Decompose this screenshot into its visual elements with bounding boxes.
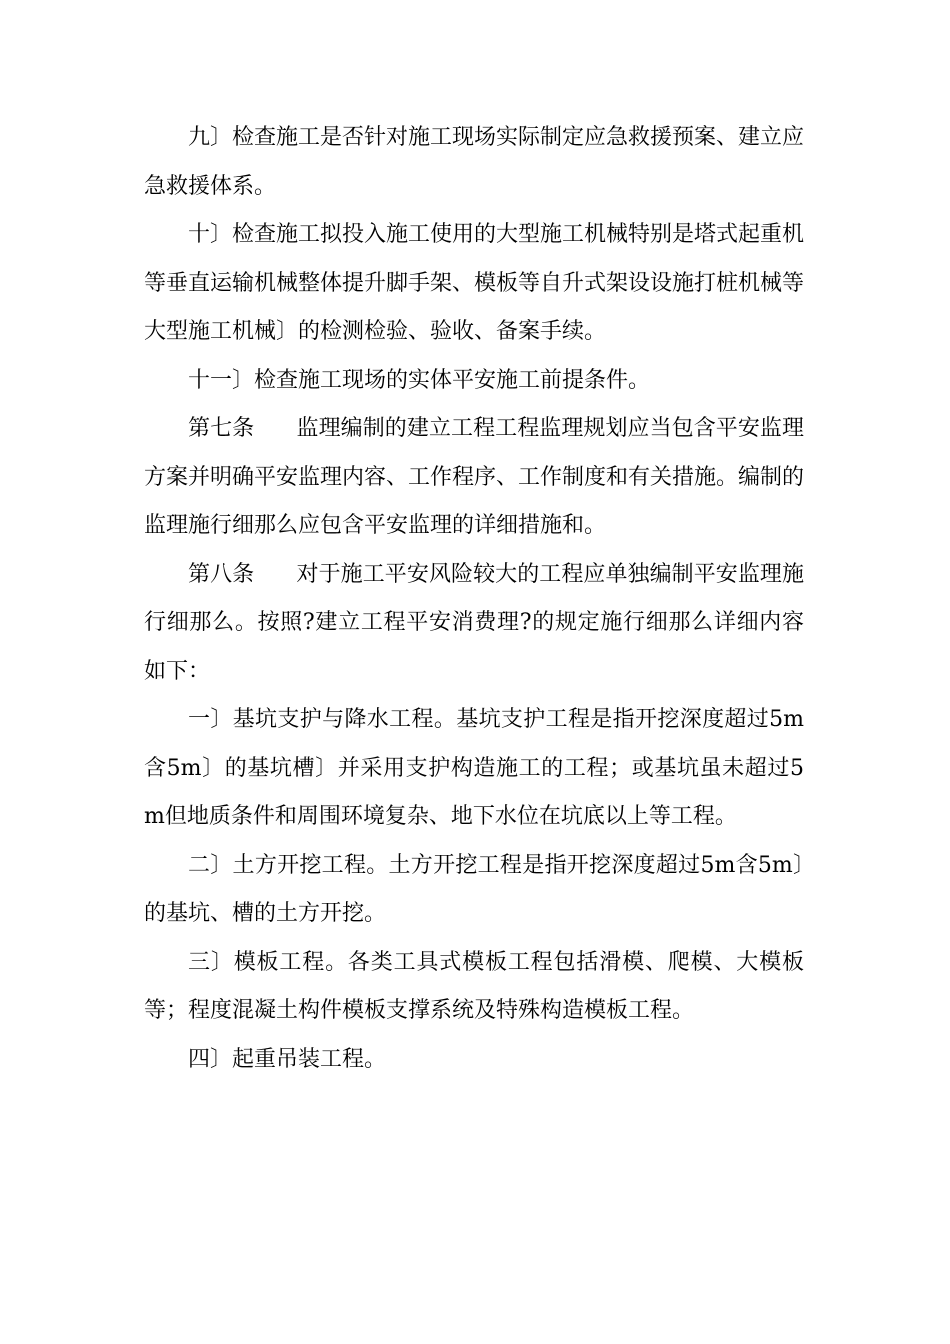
paragraph-subitem-4: 四〕起重吊装工程。	[188, 1046, 387, 1072]
paragraph-subitem-2: 二〕土方开挖工程。土方开挖工程是指开挖深度超过5m含5m〕的基坑、槽的土方开挖。	[144, 852, 804, 926]
document-body	[144, 114, 804, 1084]
paragraph-article-7: 第七条 监理编制的建立工程工程监理规划应当包含平安监理方案并明确平安监理内容、工作程序、工作制度和有关措施。编制的监理施行细那么应包含平安监理的详细措施和。	[144, 416, 805, 538]
paragraph-item-10: 十〕检查施工拟投入施工使用的大型施工机械特别是塔式起重机等垂直运输机械整体提升脚手架、模板等自升式架设设施打桩机械等大型施工机械〕的检测检验、验收、备案手续。	[144, 222, 805, 344]
paragraph-subitem-1: 一〕基坑支护与降水工程。基坑支护工程是指开挖深度超过5m含5m〕的基坑槽〕并采用支护构造施工的工程；或基坑虽未超过5m但地质条件和周围环境复杂、地下水位在坑底以上等工程。	[144, 707, 804, 829]
paragraph-article-8: 第八条 对于施工平安风险较大的工程应单独编制平安监理施行细那么。按照?建立工程平安消费理?的规定施行细那么详细内容如下：	[144, 561, 804, 684]
paragraph-subitem-3: 三〕模板工程。各类工具式模板工程包括滑模、爬模、大模板等；程度混凝土构件模板支撑系统及特殊构造模板工程。	[144, 949, 804, 1023]
paragraph-item-9: 九〕检查施工是否针对施工现场实际制定应急救援预案、建立应急救援体系。	[144, 125, 805, 199]
paragraph-item-11: 十一〕检查施工现场的实体平安施工前提条件。	[188, 367, 651, 393]
